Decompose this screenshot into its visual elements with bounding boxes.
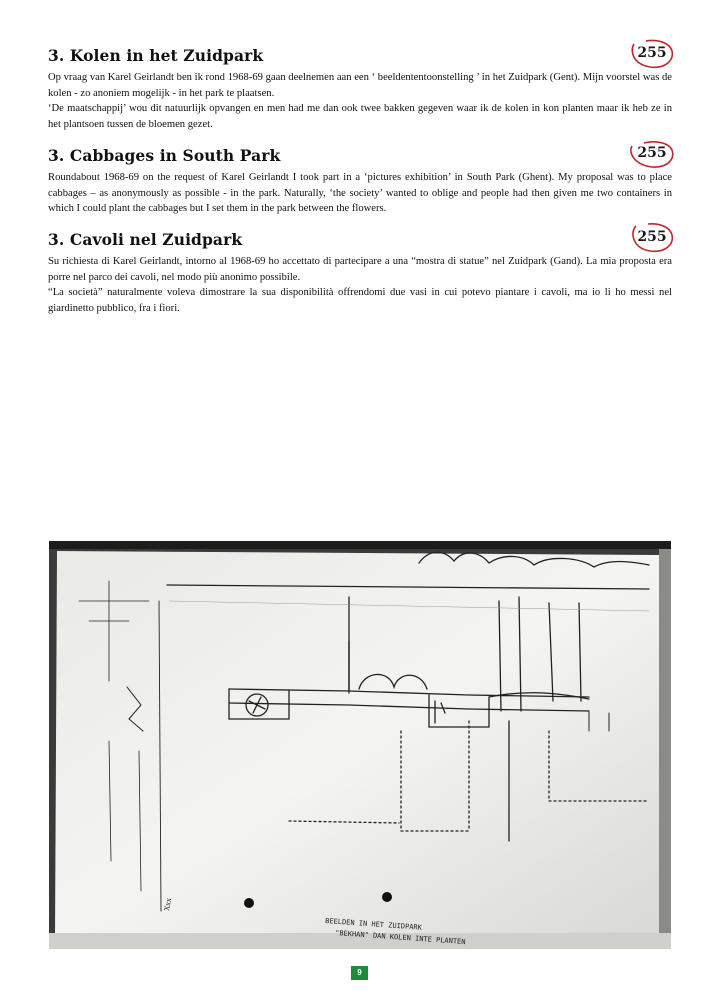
section-body [48, 254, 672, 316]
section-heading: 3. Cavoli nel Zuidpark [48, 230, 243, 249]
paragraph: ‘De maatschappij’ wou dit natuurlijk opvangen en men had me dan ook twee bakken gegeven waar ik de kolen in kon planten maar ik heb ze in het plantsoen tussen de bloemen gezet. [48, 103, 672, 130]
badge-number: 255 [637, 45, 667, 61]
badge-number: 255 [637, 229, 667, 245]
section-dutch [48, 46, 672, 132]
paragraph: “La società” naturalmente voleva dimostrare la sua disponibilità offrendomi due vasi in cui potevo piantare i cavoli, ma io li ho messi nel giardinetto pubblico, fra i fiori. [48, 287, 672, 314]
photo-caption-line-1: BEELDEN IN HET ZUIDPARK [324, 917, 423, 932]
badge-number: 255 [637, 145, 667, 161]
section-heading: 3. Cabbages in South Park [48, 146, 281, 165]
section-body [48, 70, 672, 132]
photo-side-note: Xxx [163, 897, 174, 912]
page-reference-badge [632, 222, 672, 252]
page-number: 9 [351, 966, 368, 980]
paragraph: Roundabout 1968-69 on the request of Karel Geirlandt I took part in a ‘pictures exhibition’ in South Park (Ghent). My proposal was to place cabbages – as anonymously as possible - in the park. Naturally, ‘the society’ wanted to oblige and people had then given me two containers in which I could plant the cabbages but I set them in the park between the flowers. [48, 172, 672, 214]
section-body [48, 170, 672, 217]
sketch-drawing [49, 541, 671, 949]
page-reference-badge [632, 38, 672, 68]
paragraph: Su richiesta di Karel Geirlandt, intorno al 1968-69 ho accettato di partecipare a una “mostra di statue” nel Zuidpark (Gand). La mia proposta era porre nel parco dei cavoli, nel modo più anonimo possibile. [48, 256, 672, 283]
page-reference-badge [632, 138, 672, 168]
section-italian [48, 230, 672, 316]
paragraph: Op vraag van Karel Geirlandt ben ik rond 1968-69 gaan deelnemen aan een ‘ beeldententoonstelling ’ in het Zuidpark (Gent). Mijn voorstel was de kolen - zo anoniem mogelijk - in het park te plaatsen. [48, 72, 672, 99]
section-heading: 3. Kolen in het Zuidpark [48, 46, 264, 65]
photo-caption-line-2: "BEKHAN" DAN KOLEN INTE PLANTEN [334, 929, 466, 947]
sketch-photo [49, 541, 671, 949]
section-english [48, 146, 672, 217]
